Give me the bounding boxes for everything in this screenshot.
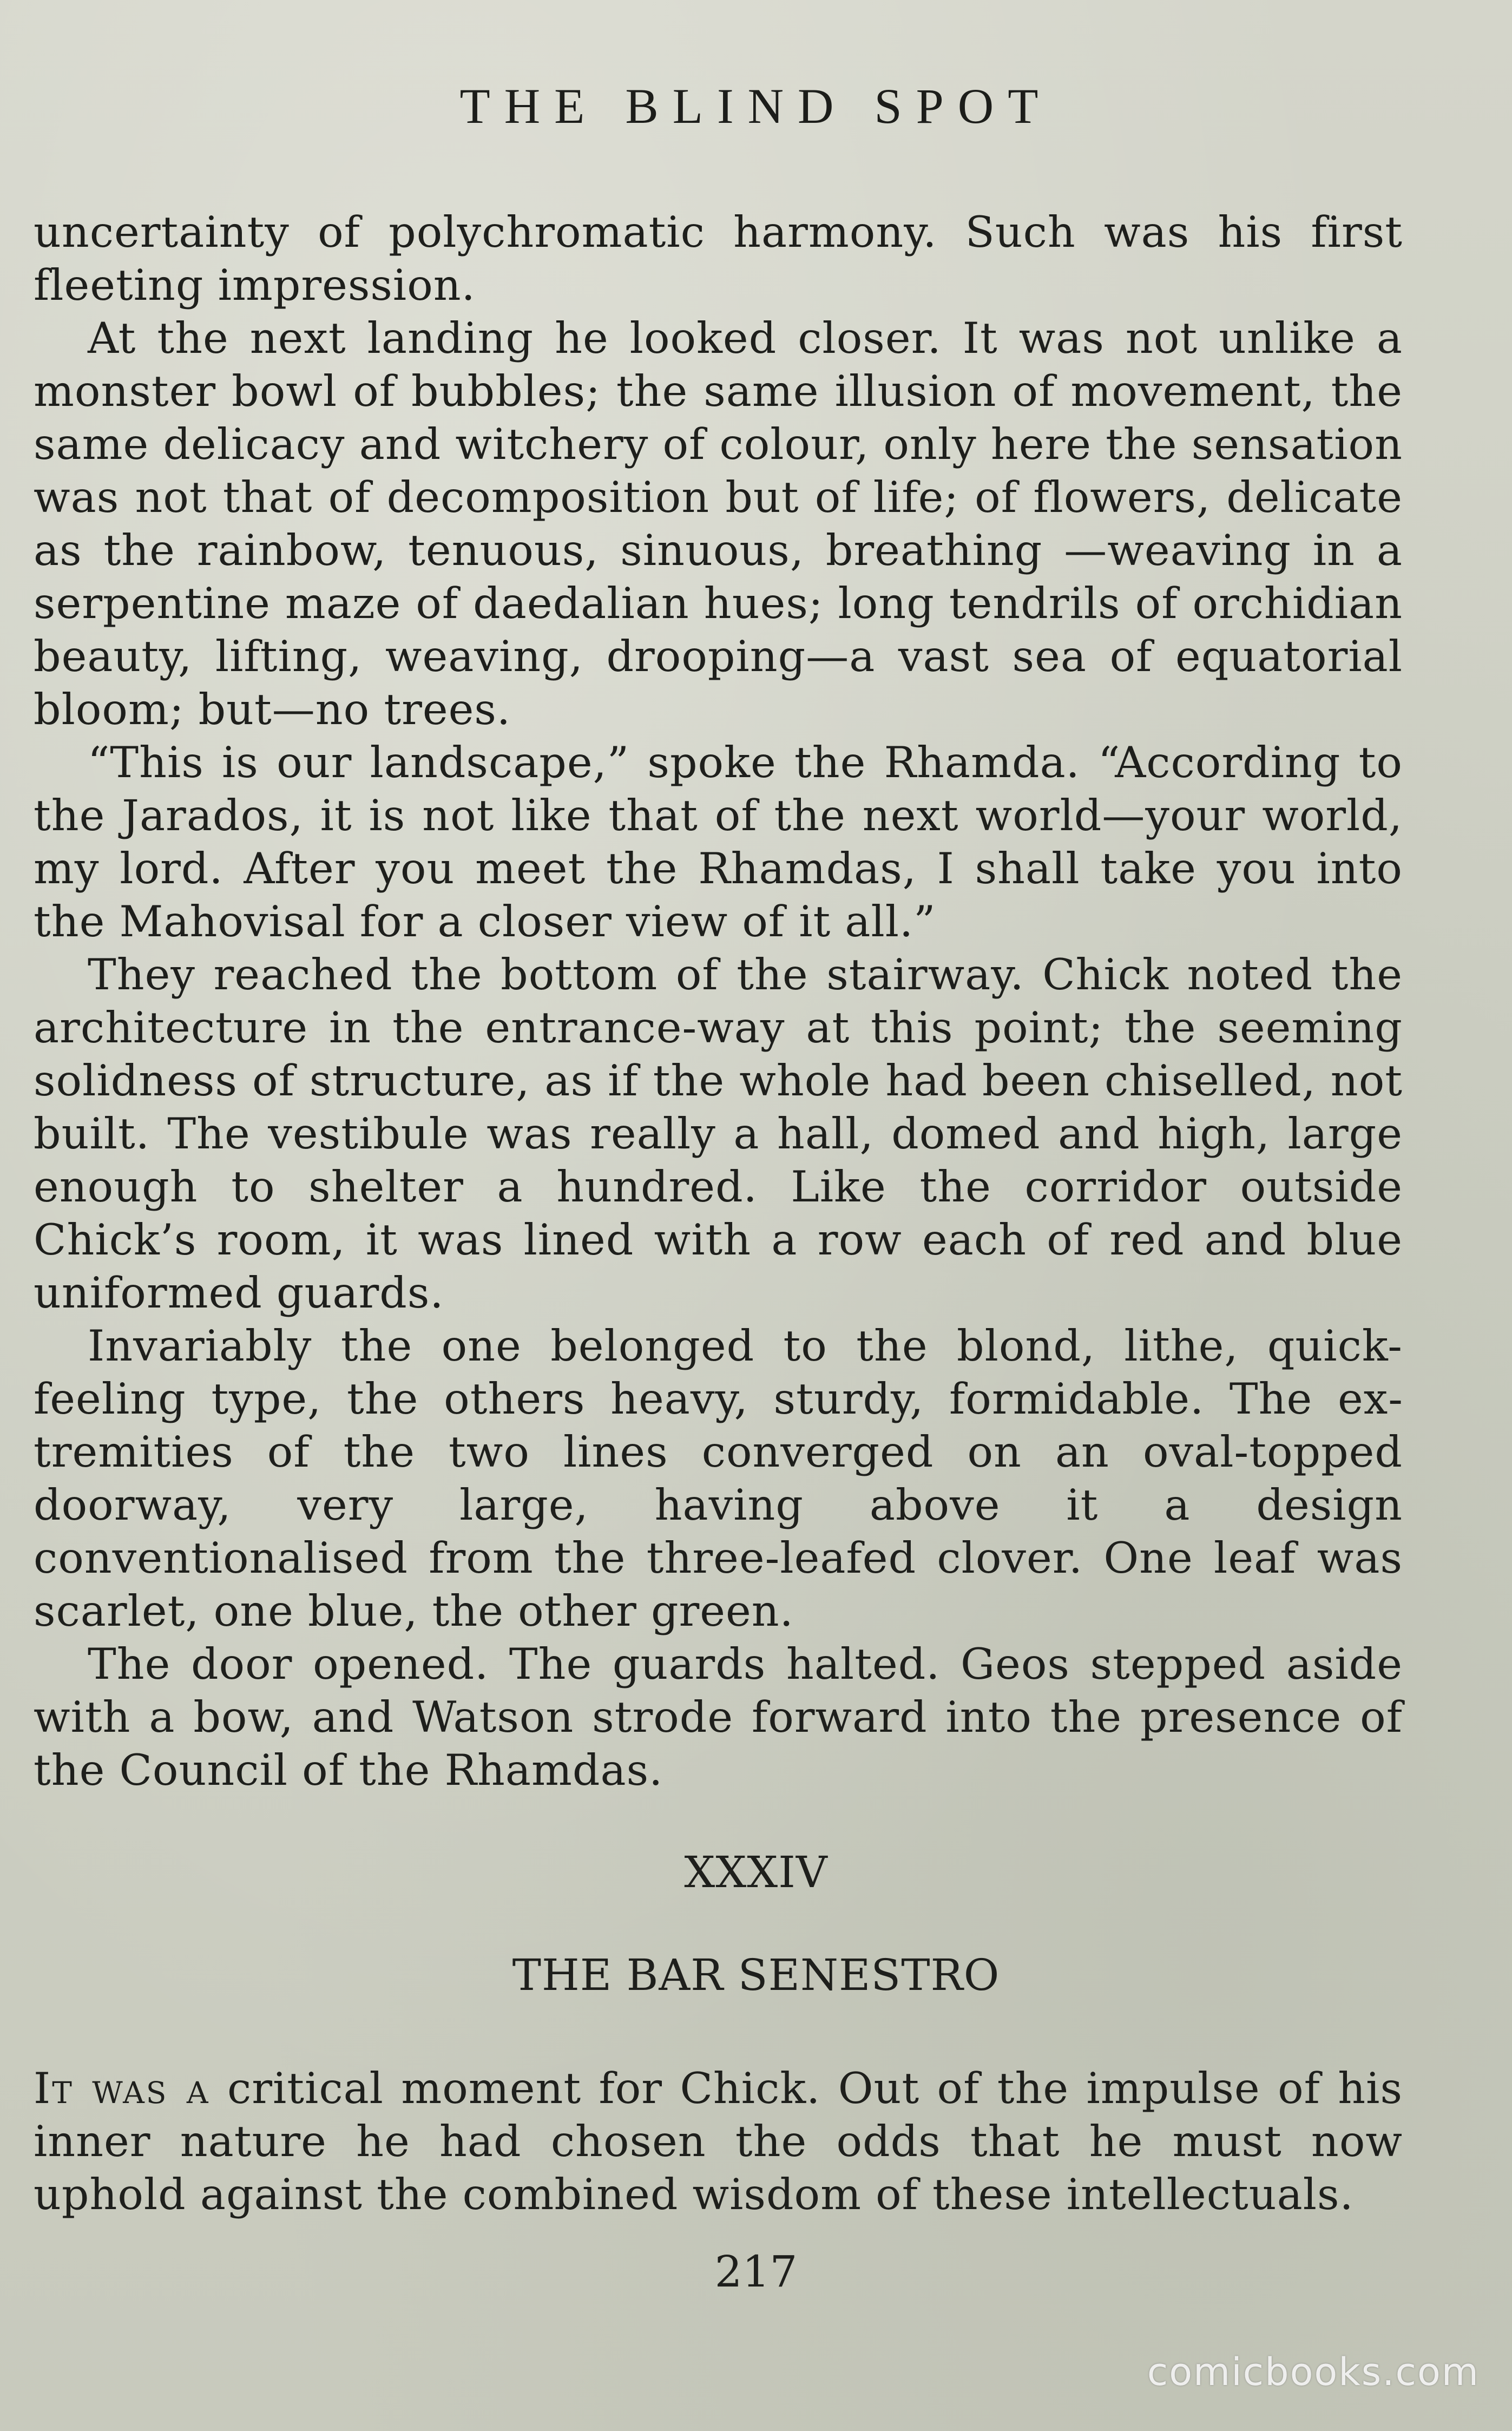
paragraph: They reached the bottom of the stairway. Chick noted the architecture in the entrance-way at this point; the seeming solidness of structure, as if the whole had been chiselled, not built. The vestibule was really a hall, domed and high, large enough to shelter a hundred. Like the corridor outside Chick’s room, it was lined with a row each of red and blue uniformed guards. [34, 950, 1403, 1318]
paragraph: “This is our landscape,” spoke the Rhamda. “According to the Jarados, it is not like that of the next world—your world, my lord. After you meet the Rhamdas, I shall take you into the Mahovisal for a closer view of it all.” [34, 738, 1403, 947]
page-number: 217 [714, 2246, 798, 2297]
paragraph: uncertainty of polychromatic harmony. Such was his first fleeting impression. [34, 207, 1403, 310]
watermark-text: comicbooks.com [1147, 2350, 1480, 2394]
chapter-opening-paragraph [34, 2062, 1403, 2221]
chapter-number: XXXIV [684, 1847, 828, 1897]
body-text [34, 206, 1403, 1797]
opening-text: critical moment for Chick. Out of the impulse of his inner nature he had chosen the odds that he must now uphold against the combined wisdom of these intellectuals. [34, 2064, 1403, 2219]
chapter-opening [34, 2062, 1403, 2221]
paragraph: At the next landing he looked closer. It was not unlike a monster bowl of bubbles; the same illusion of movement, the same delicacy and witchery of colour, only here the sensation was not that of decomposition but of life; of flowers, delicate as the rainbow, tenuous, sinuous, breathing —weaving in a serpentine maze of daedalian hues; long tendrils of orchidian beauty, lifting, weaving, drooping—a vast sea of equatorial bloom; but—no trees. [34, 313, 1403, 734]
chapter-title: THE BAR SENESTRO [512, 1950, 1000, 2000]
paragraph: Invariably the one belonged to the blond, lithe, quick-feeling type, the others heavy, sturdy, formidable. The extremities of the two lines converged on an oval-topped doorway, very large, having above it a design conventionalised from the three-leafed clover. One leaf was scarlet, one blue, the other green. [34, 1321, 1403, 1636]
running-head: THE BLIND SPOT [459, 78, 1053, 134]
opening-small-caps: It was a [34, 2064, 210, 2113]
paragraph: The door opened. The guards halted. Geos stepped aside with a bow, and Watson strode forward into the presence of the Council of the Rhamdas. [34, 1639, 1403, 1795]
